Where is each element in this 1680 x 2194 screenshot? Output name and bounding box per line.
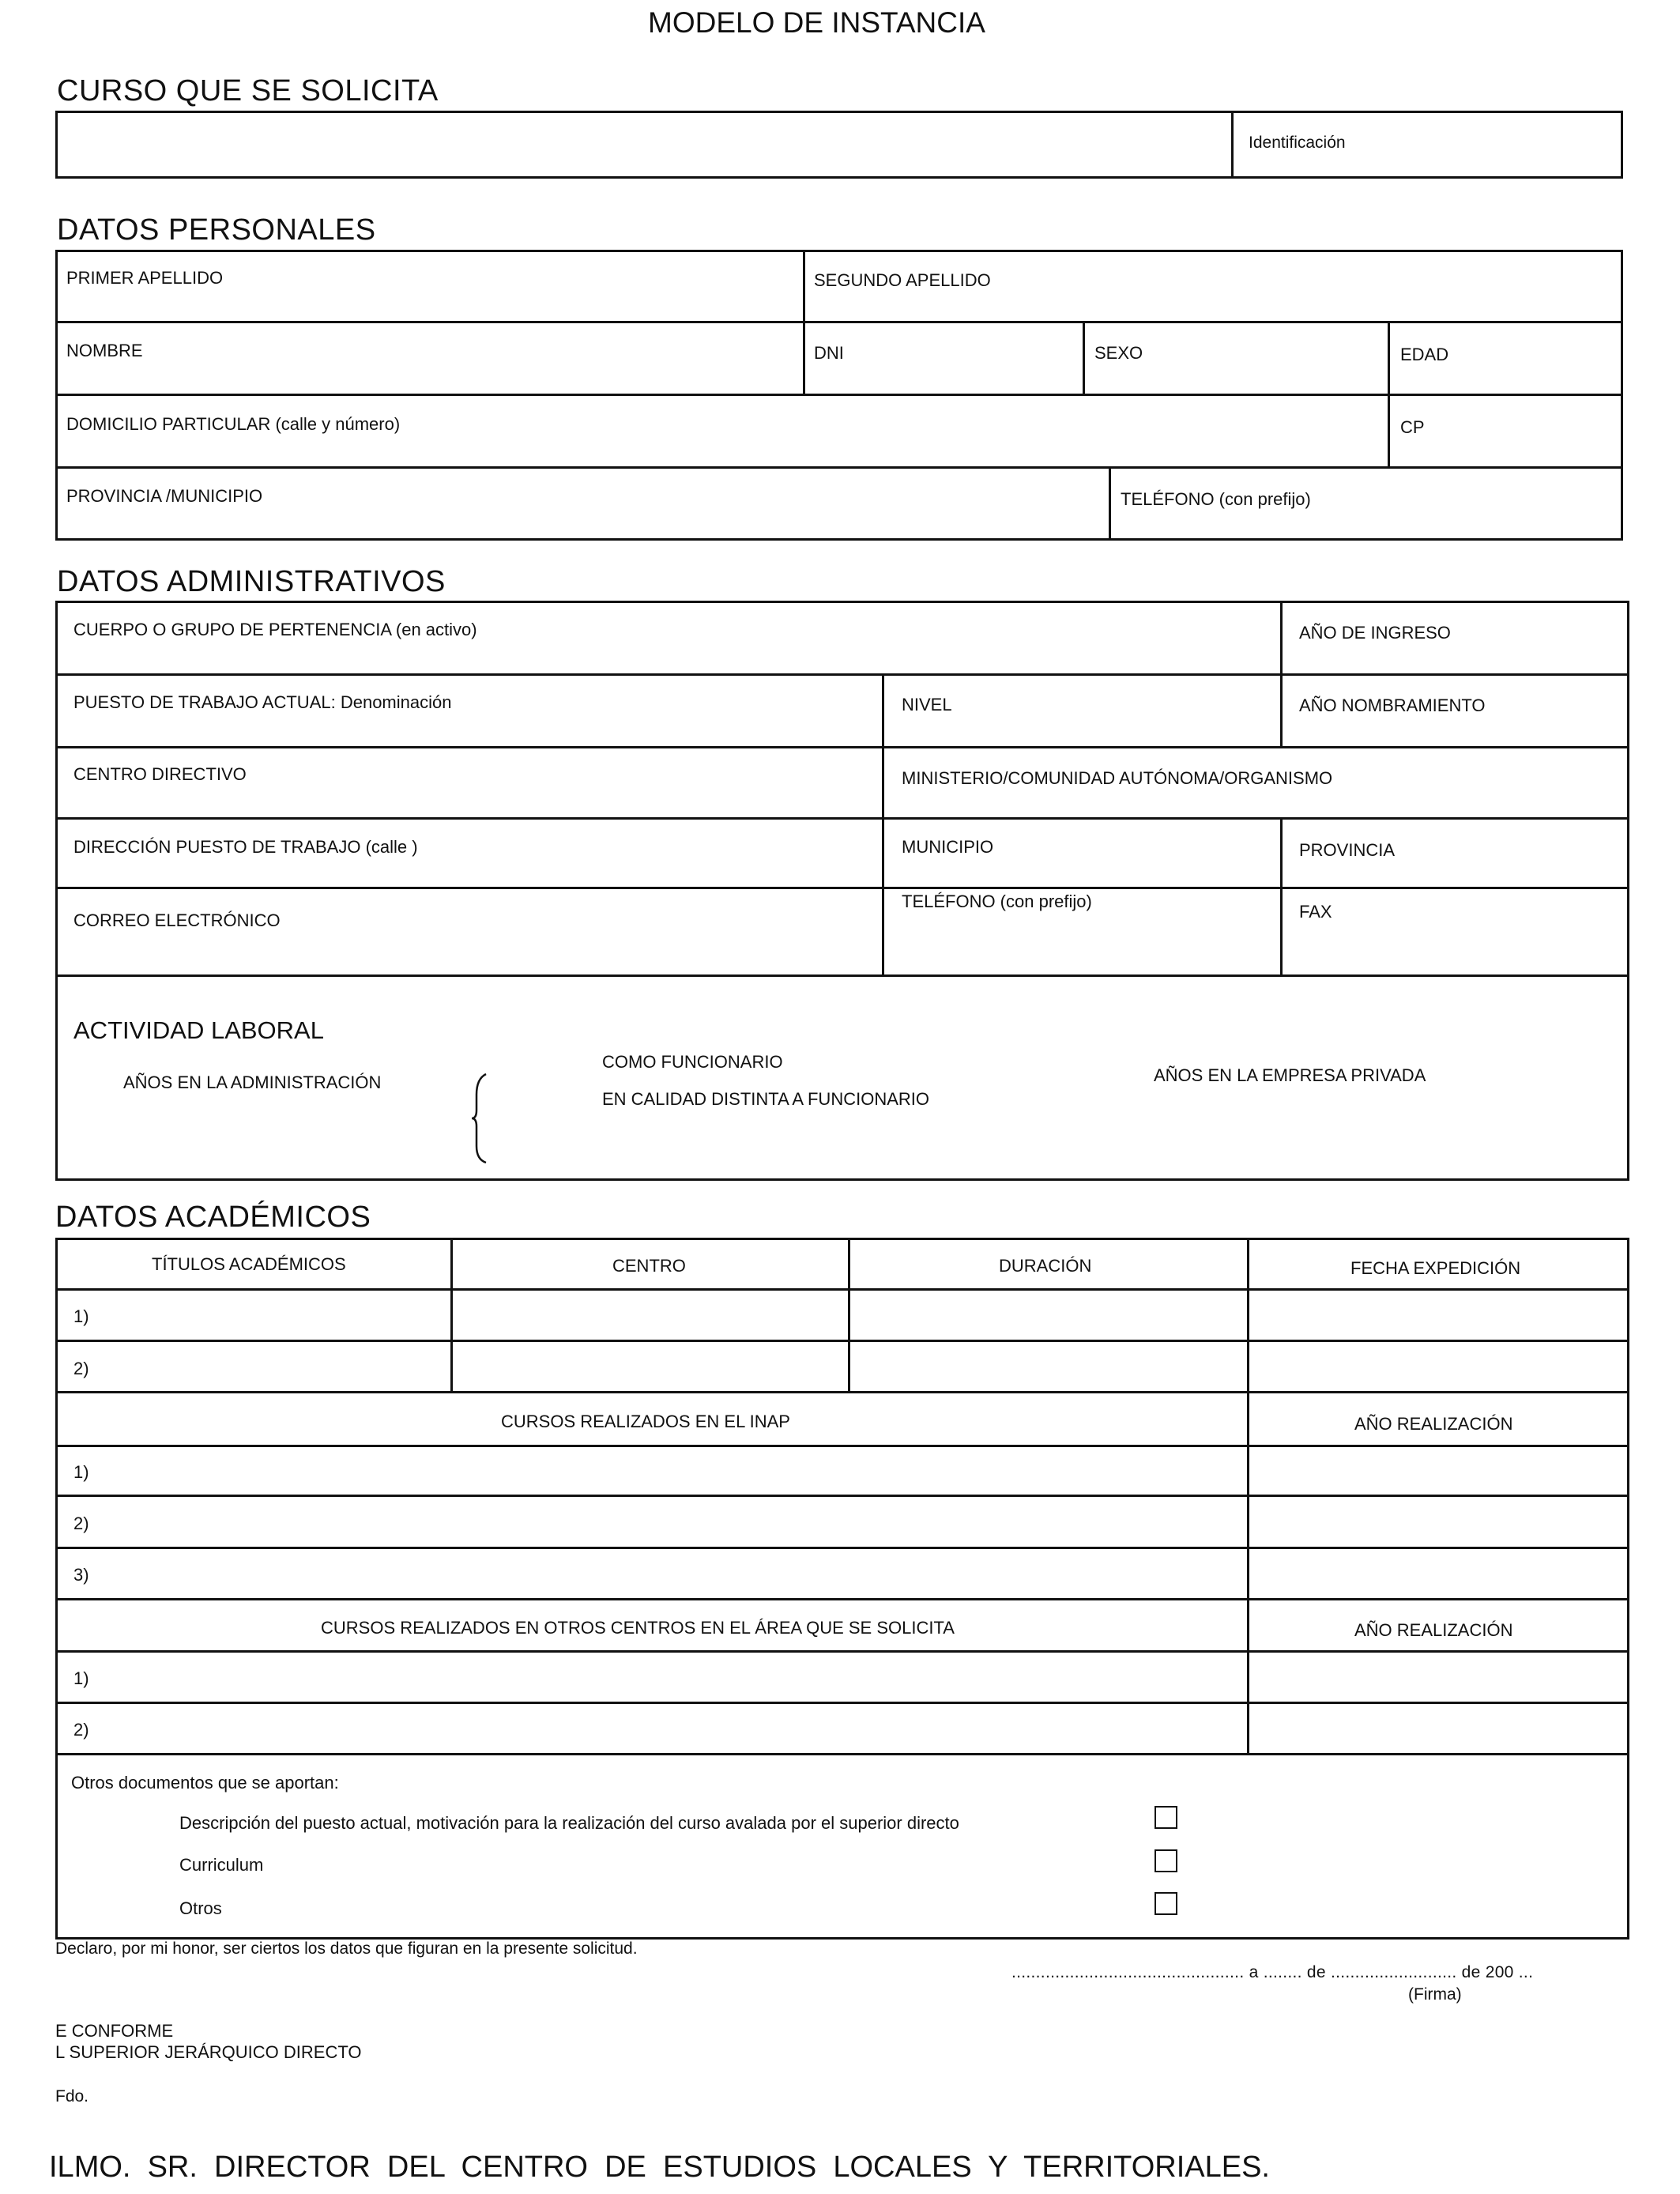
divider bbox=[55, 1598, 1629, 1600]
divider bbox=[55, 1753, 1629, 1755]
section-heading-curso: CURSO QUE SE SOLICITA bbox=[57, 74, 439, 107]
anio-ingreso-label: AÑO DE INGRESO bbox=[1299, 623, 1451, 643]
documento-descripcion-label: Descripción del puesto actual, motivación para la realización del curso avalada por el superior directo bbox=[179, 1813, 959, 1833]
col-centro-header: CENTRO bbox=[612, 1256, 686, 1276]
dni-label: DNI bbox=[814, 343, 844, 363]
brace-icon bbox=[470, 1071, 494, 1166]
correo-label: CORREO ELECTRÓNICO bbox=[73, 910, 281, 930]
curso-input[interactable] bbox=[58, 113, 1231, 176]
section-heading-academicos: DATOS ACADÉMICOS bbox=[55, 1201, 371, 1234]
provincia-municipio-label: PROVINCIA /MUNICIPIO bbox=[66, 486, 263, 506]
duracion-2-field[interactable] bbox=[850, 1342, 1247, 1391]
documento-curriculum-checkbox[interactable] bbox=[1155, 1849, 1177, 1872]
titulo-1-field[interactable] bbox=[87, 1291, 450, 1340]
centro-1-field[interactable] bbox=[453, 1291, 848, 1340]
provincia-label: PROVINCIA bbox=[1299, 840, 1396, 860]
duracion-1-field[interactable] bbox=[850, 1291, 1247, 1340]
documento-otros-label: Otros bbox=[179, 1898, 222, 1918]
telefono-trabajo-label: TELÉFONO (con prefijo) bbox=[902, 892, 1092, 911]
conforme-line-2: L SUPERIOR JERÁRQUICO DIRECTO bbox=[55, 2042, 362, 2062]
section-heading-personales: DATOS PERSONALES bbox=[57, 213, 376, 247]
otros-anio-1-field[interactable] bbox=[1249, 1653, 1627, 1702]
ministerio-label: MINISTERIO/COMUNIDAD AUTÓNOMA/ORGANISMO bbox=[902, 768, 1333, 788]
documento-descripcion-checkbox[interactable] bbox=[1155, 1806, 1177, 1829]
destinatario-line: ILMO. SR. DIRECTOR DEL CENTRO DE ESTUDIOS LOCALES Y TERRITORIALES. bbox=[49, 2151, 1270, 2184]
col-duracion-header: DURACIÓN bbox=[999, 1256, 1092, 1276]
section-heading-administrativos: DATOS ADMINISTRATIVOS bbox=[57, 565, 446, 598]
inap-curso-3-field[interactable] bbox=[87, 1549, 1247, 1598]
inap-anio-1-field[interactable] bbox=[1249, 1447, 1627, 1495]
telefono-personal-label: TELÉFONO (con prefijo) bbox=[1121, 489, 1311, 509]
inap-curso-1-field[interactable] bbox=[87, 1447, 1247, 1495]
como-funcionario-label: COMO FUNCIONARIO bbox=[602, 1052, 783, 1072]
documentos-heading: Otros documentos que se aportan: bbox=[71, 1773, 339, 1793]
otros-row-number: 1) bbox=[73, 1668, 89, 1688]
anios-administracion-label: AÑOS EN LA ADMINISTRACIÓN bbox=[123, 1072, 382, 1092]
otros-curso-1-field[interactable] bbox=[87, 1653, 1247, 1702]
fax-field[interactable] bbox=[1283, 889, 1627, 974]
titulo-row-number: 1) bbox=[73, 1306, 89, 1326]
edad-label: EDAD bbox=[1400, 345, 1449, 364]
calidad-distinta-label: EN CALIDAD DISTINTA A FUNCIONARIO bbox=[602, 1089, 929, 1109]
correo-field[interactable] bbox=[58, 889, 882, 974]
fecha-line: ................................................ a ........ de .......................... de 200 ... bbox=[1011, 1963, 1534, 1981]
puesto-label: PUESTO DE TRABAJO ACTUAL: Denominación bbox=[73, 692, 452, 712]
inap-row-number: 2) bbox=[73, 1514, 89, 1533]
cuerpo-label: CUERPO O GRUPO DE PERTENENCIA (en activo) bbox=[73, 620, 477, 639]
inap-year-header: AÑO REALIZACIÓN bbox=[1354, 1414, 1513, 1434]
anio-nombramiento-label: AÑO NOMBRAMIENTO bbox=[1299, 696, 1486, 715]
documento-otros-checkbox[interactable] bbox=[1155, 1892, 1177, 1915]
otros-year-header: AÑO REALIZACIÓN bbox=[1354, 1620, 1513, 1640]
titulo-2-field[interactable] bbox=[87, 1342, 450, 1391]
col-fecha-header: FECHA EXPEDICIÓN bbox=[1350, 1258, 1521, 1278]
documento-curriculum-label: Curriculum bbox=[179, 1855, 264, 1875]
cp-label: CP bbox=[1400, 417, 1425, 437]
inap-row-number: 3) bbox=[73, 1565, 89, 1585]
centro-directivo-label: CENTRO DIRECTIVO bbox=[73, 764, 247, 784]
declaracion-text: Declaro, por mi honor, ser ciertos los datos que figuran en la presente solicitud. bbox=[55, 1940, 638, 1958]
col-titulos-header: TÍTULOS ACADÉMICOS bbox=[152, 1254, 346, 1274]
nivel-label: NIVEL bbox=[902, 695, 952, 714]
inap-heading: CURSOS REALIZADOS EN EL INAP bbox=[501, 1412, 790, 1431]
divider bbox=[55, 974, 1629, 977]
direccion-label: DIRECCIÓN PUESTO DE TRABAJO (calle ) bbox=[73, 837, 418, 857]
inap-anio-3-field[interactable] bbox=[1249, 1549, 1627, 1598]
nombre-field[interactable] bbox=[58, 323, 803, 394]
identificacion-label: Identificación bbox=[1249, 134, 1346, 152]
inap-row-number: 1) bbox=[73, 1462, 89, 1482]
centro-2-field[interactable] bbox=[453, 1342, 848, 1391]
otros-curso-2-field[interactable] bbox=[87, 1704, 1247, 1753]
actividad-laboral-heading: ACTIVIDAD LABORAL bbox=[73, 1016, 324, 1044]
inap-anio-2-field[interactable] bbox=[1249, 1497, 1627, 1547]
firma-label: (Firma) bbox=[1408, 1985, 1462, 2004]
inap-curso-2-field[interactable] bbox=[87, 1497, 1247, 1547]
sexo-label: SEXO bbox=[1094, 343, 1143, 363]
otros-centros-heading: CURSOS REALIZADOS EN OTROS CENTROS EN EL ÁREA QUE SE SOLICITA bbox=[321, 1618, 955, 1638]
municipio-label: MUNICIPIO bbox=[902, 837, 994, 857]
otros-anio-2-field[interactable] bbox=[1249, 1704, 1627, 1753]
fdo-label: Fdo. bbox=[55, 2087, 89, 2105]
divider bbox=[55, 1391, 1629, 1393]
fecha-1-field[interactable] bbox=[1249, 1291, 1627, 1340]
fax-label: FAX bbox=[1299, 902, 1332, 922]
conforme-line-1: E CONFORME bbox=[55, 2021, 174, 2041]
form-title: MODELO DE INSTANCIA bbox=[648, 6, 985, 39]
domicilio-label: DOMICILIO PARTICULAR (calle y número) bbox=[66, 414, 401, 434]
segundo-apellido-label: SEGUNDO APELLIDO bbox=[814, 270, 991, 290]
primer-apellido-label: PRIMER APELLIDO bbox=[66, 268, 224, 288]
dni-field[interactable] bbox=[805, 323, 1083, 394]
cp-field[interactable] bbox=[1390, 396, 1621, 466]
anios-empresa-privada-label: AÑOS EN LA EMPRESA PRIVADA bbox=[1154, 1065, 1426, 1085]
nombre-label: NOMBRE bbox=[66, 341, 143, 360]
titulo-row-number: 2) bbox=[73, 1359, 89, 1378]
otros-row-number: 2) bbox=[73, 1720, 89, 1740]
fecha-2-field[interactable] bbox=[1249, 1342, 1627, 1391]
